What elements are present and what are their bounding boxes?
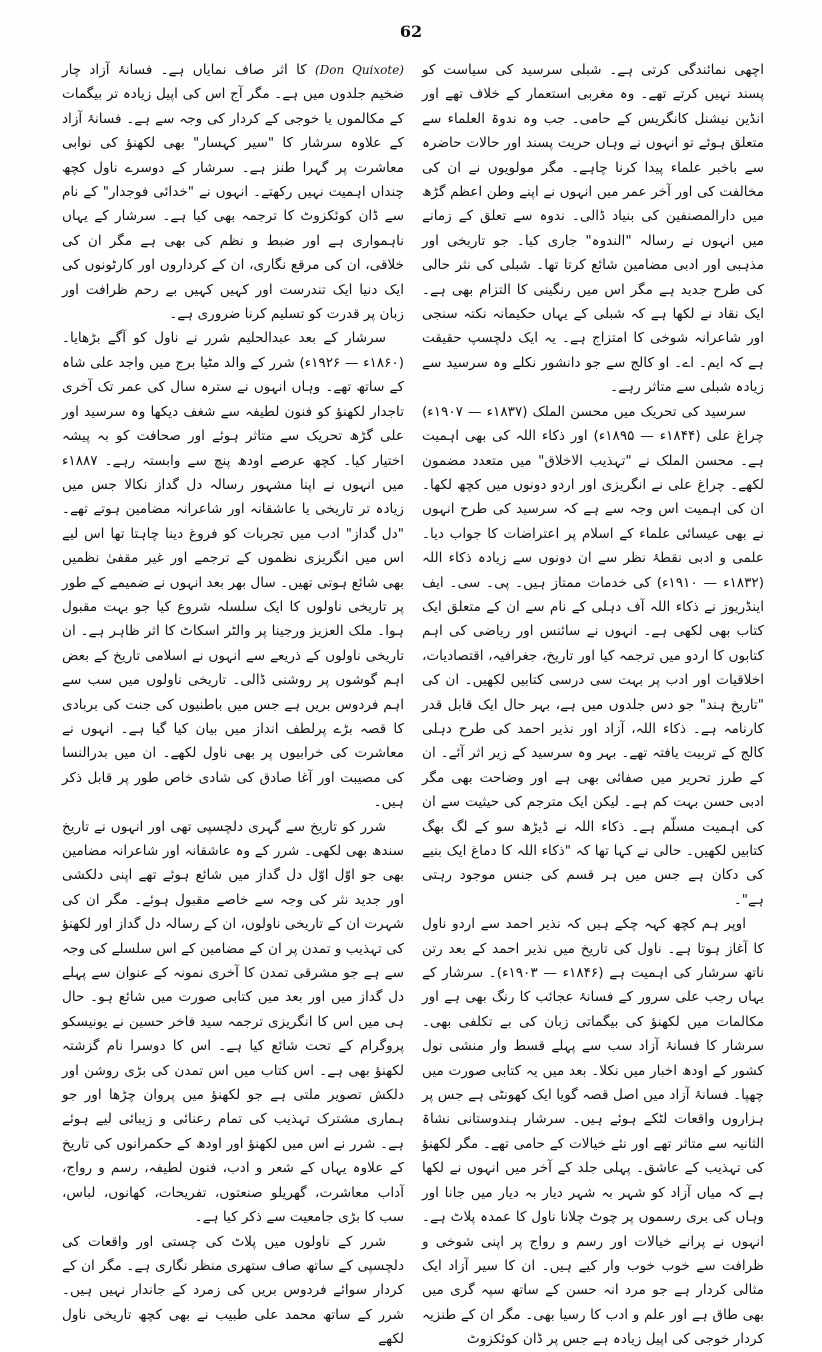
paragraph-text: کا اثر صاف نمایاں ہے۔ فسانۂ آزاد چار ضخیم جلدوں میں ہے۔ مگر آج اس کی اپیل زیادہ تر بیگمات کے مکالموں یا خوجی کے کردار کی وجہ سے ہے۔ فسانۂ آزاد کے علاوہ سرشار کا "سیر کہسار" بھی لکھنؤ کی نوابی معاشرت پر گہرا طنز ہے۔ سرشار کے دوسرے ناول کچھ چنداں اہمیت نہیں رکھتے۔ انہوں نے "خدائی فوجدار" کے نام سے ڈان کوئکزوٹ کا ترجمہ بھی کیا ہے۔ سرشار کے یہاں ناہمواری ہے اور ضبط و نظم کی بھی ہے مگر ان کی خلاقی، ان کی مرقع نگاری، ان کے کرداروں اور کارٹونوں کی ایک دنیا ایک تندرست اور کہیں کہیں بے رحم ظرافت اور زبان پر قدرت کو تسلیم کرنا ضروری ہے۔ bbox=[62, 62, 404, 323]
page-number: 62 bbox=[399, 22, 423, 41]
text-columns bbox=[61, 58, 764, 1348]
paragraph: اچھی نمائندگی کرتی ہے۔ شبلی سرسید کی سیاست کو پسند نہیں کرتے تھے۔ وہ مغربی استعمار کے خلاف تھے اور انڈین نیشنل کانگریس کے حامی۔ جب وہ ندوۃ العلماء سے متعلق ہوئے تو انہوں نے وہاں حریت پسند اور حالات حاضرہ سے باخبر علماء پیدا کرنا چاہے۔ مگر مولویوں نے ان کی مخالفت کی اور آخر عمر میں انہوں نے اپنے وطن اعظم گڑھ میں دارالمصنفین کی بنیاد ڈالی۔ ندوہ سے تعلق کے زمانے میں انہوں نے رسالہ "الندوہ" جاری کیا۔ جو تاریخی اور مذہبی اور ادبی مضامین شائع کرتا تھا۔ شبلی کی نثر حالی کی طرح جدید ہے مگر اس میں رنگینی کا التزام بھی ہے۔ ایک نقاد نے لکھا ہے کہ شبلی کے یہاں حکیمانہ نکتہ سنجی اور شاعرانہ شوخی کا امتزاج ہے۔ یہ ایک دلچسپ حقیقت ہے کہ ایم۔ اے۔ او کالج سے جو دانشور نکلے وہ سرسید سے زیادہ شبلی سے متاثر رہے۔ bbox=[422, 62, 764, 396]
paragraph: شرر کو تاریخ سے گہری دلچسپی تھی اور انہوں نے تاریخ سندھ بھی لکھی۔ شرر کے وہ عاشقانہ اور شاعرانہ مضامین بھی جو اوّل اوّل دل گداز میں شائع ہوئے تھے اپنی دلکشی اور جدید نثر کی وجہ سے خاصے مقبول ہوئے۔ مگر ان کی شہرت ان کے تاریخی ناولوں، ان کے رسالہ دل گداز اور لکھنؤ کی تہذیب و تمدن پر ان کے مضامین کے اس سلسلے کی وجہ سے ہے جو مشرقی تمدن کا آخری نمونہ کے عنوان سے پہلے دل گداز میں اور بعد میں کتابی صورت میں شائع ہو۔ حال ہی میں اس کا انگریزی ترجمہ سید فاخر حسین نے یونیسکو پروگرام کے تحت شائع کیا ہے۔ اس کا دوسرا نام گزشتہ لکھنؤ بھی ہے۔ اس کتاب میں اس تمدن کی بڑی روشن اور دلکش تصویر ملتی ہے جو لکھنؤ میں پروان چڑھا اور جو ہماری مشترک تہذیب کی تمام رعنائی و زیبائی لیے ہوئے ہے۔ شرر نے اس میں لکھنؤ اور اودھ کے حکمرانوں کی تاریخ کے علاوہ یہاں کے شعر و ادب، فنون لطیفہ، رسم و رواج، آداب معاشرت، گھریلو صنعتوں، تفریحات، کھانوں، لباس، سب کا بڑی جامعیت سے ذکر کیا ہے۔ bbox=[61, 818, 404, 1226]
paragraph: سرشار کے بعد عبدالحلیم شرر نے ناول کو آگے بڑھایا۔ (۱۸۶۰ء — ۱۹۲۶ء) شرر کے والد مٹیا برج میں واجد علی شاہ کے ساتھ تھے۔ وہاں انہوں نے سترہ سال کی عمر تک آخری تاجدار لکھنؤ کو فنون لطیفہ سے شغف دیکھا وہ سرسید اور علی گڑھ تحریک سے متاثر ہوئے اور صحافت کو بہ پیشہ اختیار کیا۔ کچھ عرصے اودھ پنچ سے وابستہ رہے۔ ۱۸۸۷ء میں انہوں نے اپنا مشہور رسالہ دل گداز نکالا جس میں زیادہ تر تاریخی یا عاشقانہ اور شاعرانہ مضامین ہوتے تھے۔ "دل گداز" ادب میں تجربات کو فروغ دینا چاہتا تھا اس لیے اس میں انگریزی نظموں کے ترجمے اور غیر مقفیٰ نظمیں بھی شائع ہوتی تھیں۔ سال بھر بعد انہوں نے ضمیمے کے طور پر تاریخی ناولوں کا ایک سلسلہ شروع کیا جو بہت مقبول ہوا۔ ملک العزیز ورجینا پر والٹر اسکاٹ کا اثر ظاہر ہے۔ ان تاریخی ناولوں کے ذریعے سے انہوں نے اسلامی تاریخ کے بعض اہم گوشوں پر روشنی ڈالی۔ تاریخی ناولوں میں سب سے اہم فردوس بریں ہے جس میں باطنیوں کی جنت کی بربادی کا قصہ بڑے پرلطف انداز میں بیان کیا گیا ہے۔ انہوں نے معاشرت کی خرابیوں پر بھی ناول لکھے۔ ان میں بدرالنسا کی مصیبت اور آغا صادق کی شادی خاص طور پر قابل ذکر ہیں۔ bbox=[62, 330, 404, 811]
left-column bbox=[61, 58, 404, 1348]
paragraph-with-latin bbox=[62, 58, 404, 326]
paragraph: شرر کے ناولوں میں پلاٹ کی چستی اور واقعات کی دلچسپی کے ساتھ صاف ستھری منظر نگاری ہے۔ مگر ان کے کردار سوائے فردوس بریں کی زمرد کے جاندار نہیں ہیں۔ شرر کے ساتھ محمد علی طبیب نے بھی کچھ تاریخی ناول لکھے bbox=[62, 1233, 404, 1348]
inline-latin-term: (Don Quixote) bbox=[314, 63, 404, 77]
paragraph: سرسید کی تحریک میں محسن الملک (۱۸۳۷ء — ۱۹۰۷ء) چراغ علی (۱۸۴۴ء — ۱۸۹۵ء) اور ذکاء اللہ کی بھی اہمیت ہے۔ محسن الملک نے "تہذیب الاخلاق" میں متعدد مضمون لکھے۔ چراغ علی نے انگریزی اور اردو دونوں میں کچھ لکھا۔ ان کی اہمیت اس وجہ سے ہے کہ سرسید کی طرح انہوں نے بھی عیسائی علماء کے اسلام پر اعتراضات کا جواب دیا۔ علمی و ادبی نقطۂ نظر سے ان دونوں سے زیادہ ذکاء اللہ (۱۸۳۲ء — ۱۹۱۰ء) کی خدمات ممتاز ہیں۔ پی۔ سی۔ ایف اینڈریوز نے ذکاء اللہ آف دہلی کے نام سے ان کے متعلق ایک کتاب بھی لکھی ہے۔ انہوں نے سائنس اور ریاضی کی اہم کتابوں کا اردو میں ترجمہ کیا اور تاریخ، جغرافیہ، اقتصادیات، اخلاقیات اور ادب پر بہت سی درسی کتابیں لکھیں۔ ان کی "تاریخ ہند" جو دس جلدوں میں ہے، بہر حال ایک قابل قدر کارنامہ ہے۔ ذکاء اللہ، آزاد اور نذیر احمد کی طرح دہلی کالج کے تربیت یافتہ تھے۔ بہر وہ سرسید کے زیر اثر آئے۔ ان کے طرز تحریر میں صفائی بھی ہے اور وضاحت بھی مگر ادبی حسن بہت کم ہے۔ لیکن ایک مترجم کی حیثیت سے ان کی اہمیت مسلّم ہے۔ ذکاء اللہ نے ڈیڑھ سو کے لگ بھگ کتابیں لکھیں۔ حالی نے کہا تھا کہ "ذکاء اللہ کا دماغ ایک بنیے کی دکان ہے جس میں ہر قسم کی جنس موجود رہتی ہے"۔ bbox=[422, 403, 764, 908]
right-column bbox=[422, 58, 764, 1348]
paragraph: اوپر ہم کچھ کہہ چکے ہیں کہ نذیر احمد سے اردو ناول کا آغاز ہوتا ہے۔ ناول کی تاریخ میں نذیر احمد کے بعد رتن ناتھ سرشار کی اہمیت ہے (۱۸۴۶ء — ۱۹۰۳ء)۔ سرشار کے یہاں رجب علی سرور کے فسانۂ عجائب کا رنگ بھی ہے اور مکالمات میں لکھنؤ کی بیگماتی زبان کی بے تکلفی بھی۔ سرشار کا فسانۂ آزاد سب سے پہلے قسط وار منشی نول کشور کے اودھ اخبار میں نکلا۔ بعد میں یہ کتابی صورت میں چھپا۔ فسانۂ آزاد میں اصل قصہ گویا ایک کھونٹی ہے جس پر ہزاروں واقعات لٹکے ہوئے ہیں۔ سرشار ہندوستانی نشاۃ الثانیہ سے متاثر تھے اور نئے خیالات کے حامی تھے۔ مگر لکھنؤ کی تہذیب کے عاشق۔ پہلی جلد کے آخر میں انہوں نے لکھا ہے کہ میاں آزاد کو شہر بہ شہر دیار بہ دیار میں جانا اور وہاں کی بری رسموں پر چوٹ چلانا ناول کا عمدہ پلاٹ ہے۔ انہوں نے پرانے خیالات اور رسم و رواج پر اپنی شوخی و ظرافت سے خوب خوب وار کیے ہیں۔ ان کا سیر آزاد ایک مثالی کردار ہے جو مرد انہ حسن کے ساتھ سپہ گری میں بھی طاق ہے اور علم و ادب کا رسیا بھی۔ مگر ان کے طنزیہ کردار خوجی کی اپیل زیادہ ہے جس پر ڈان کوئکزوٹ bbox=[422, 916, 764, 1348]
